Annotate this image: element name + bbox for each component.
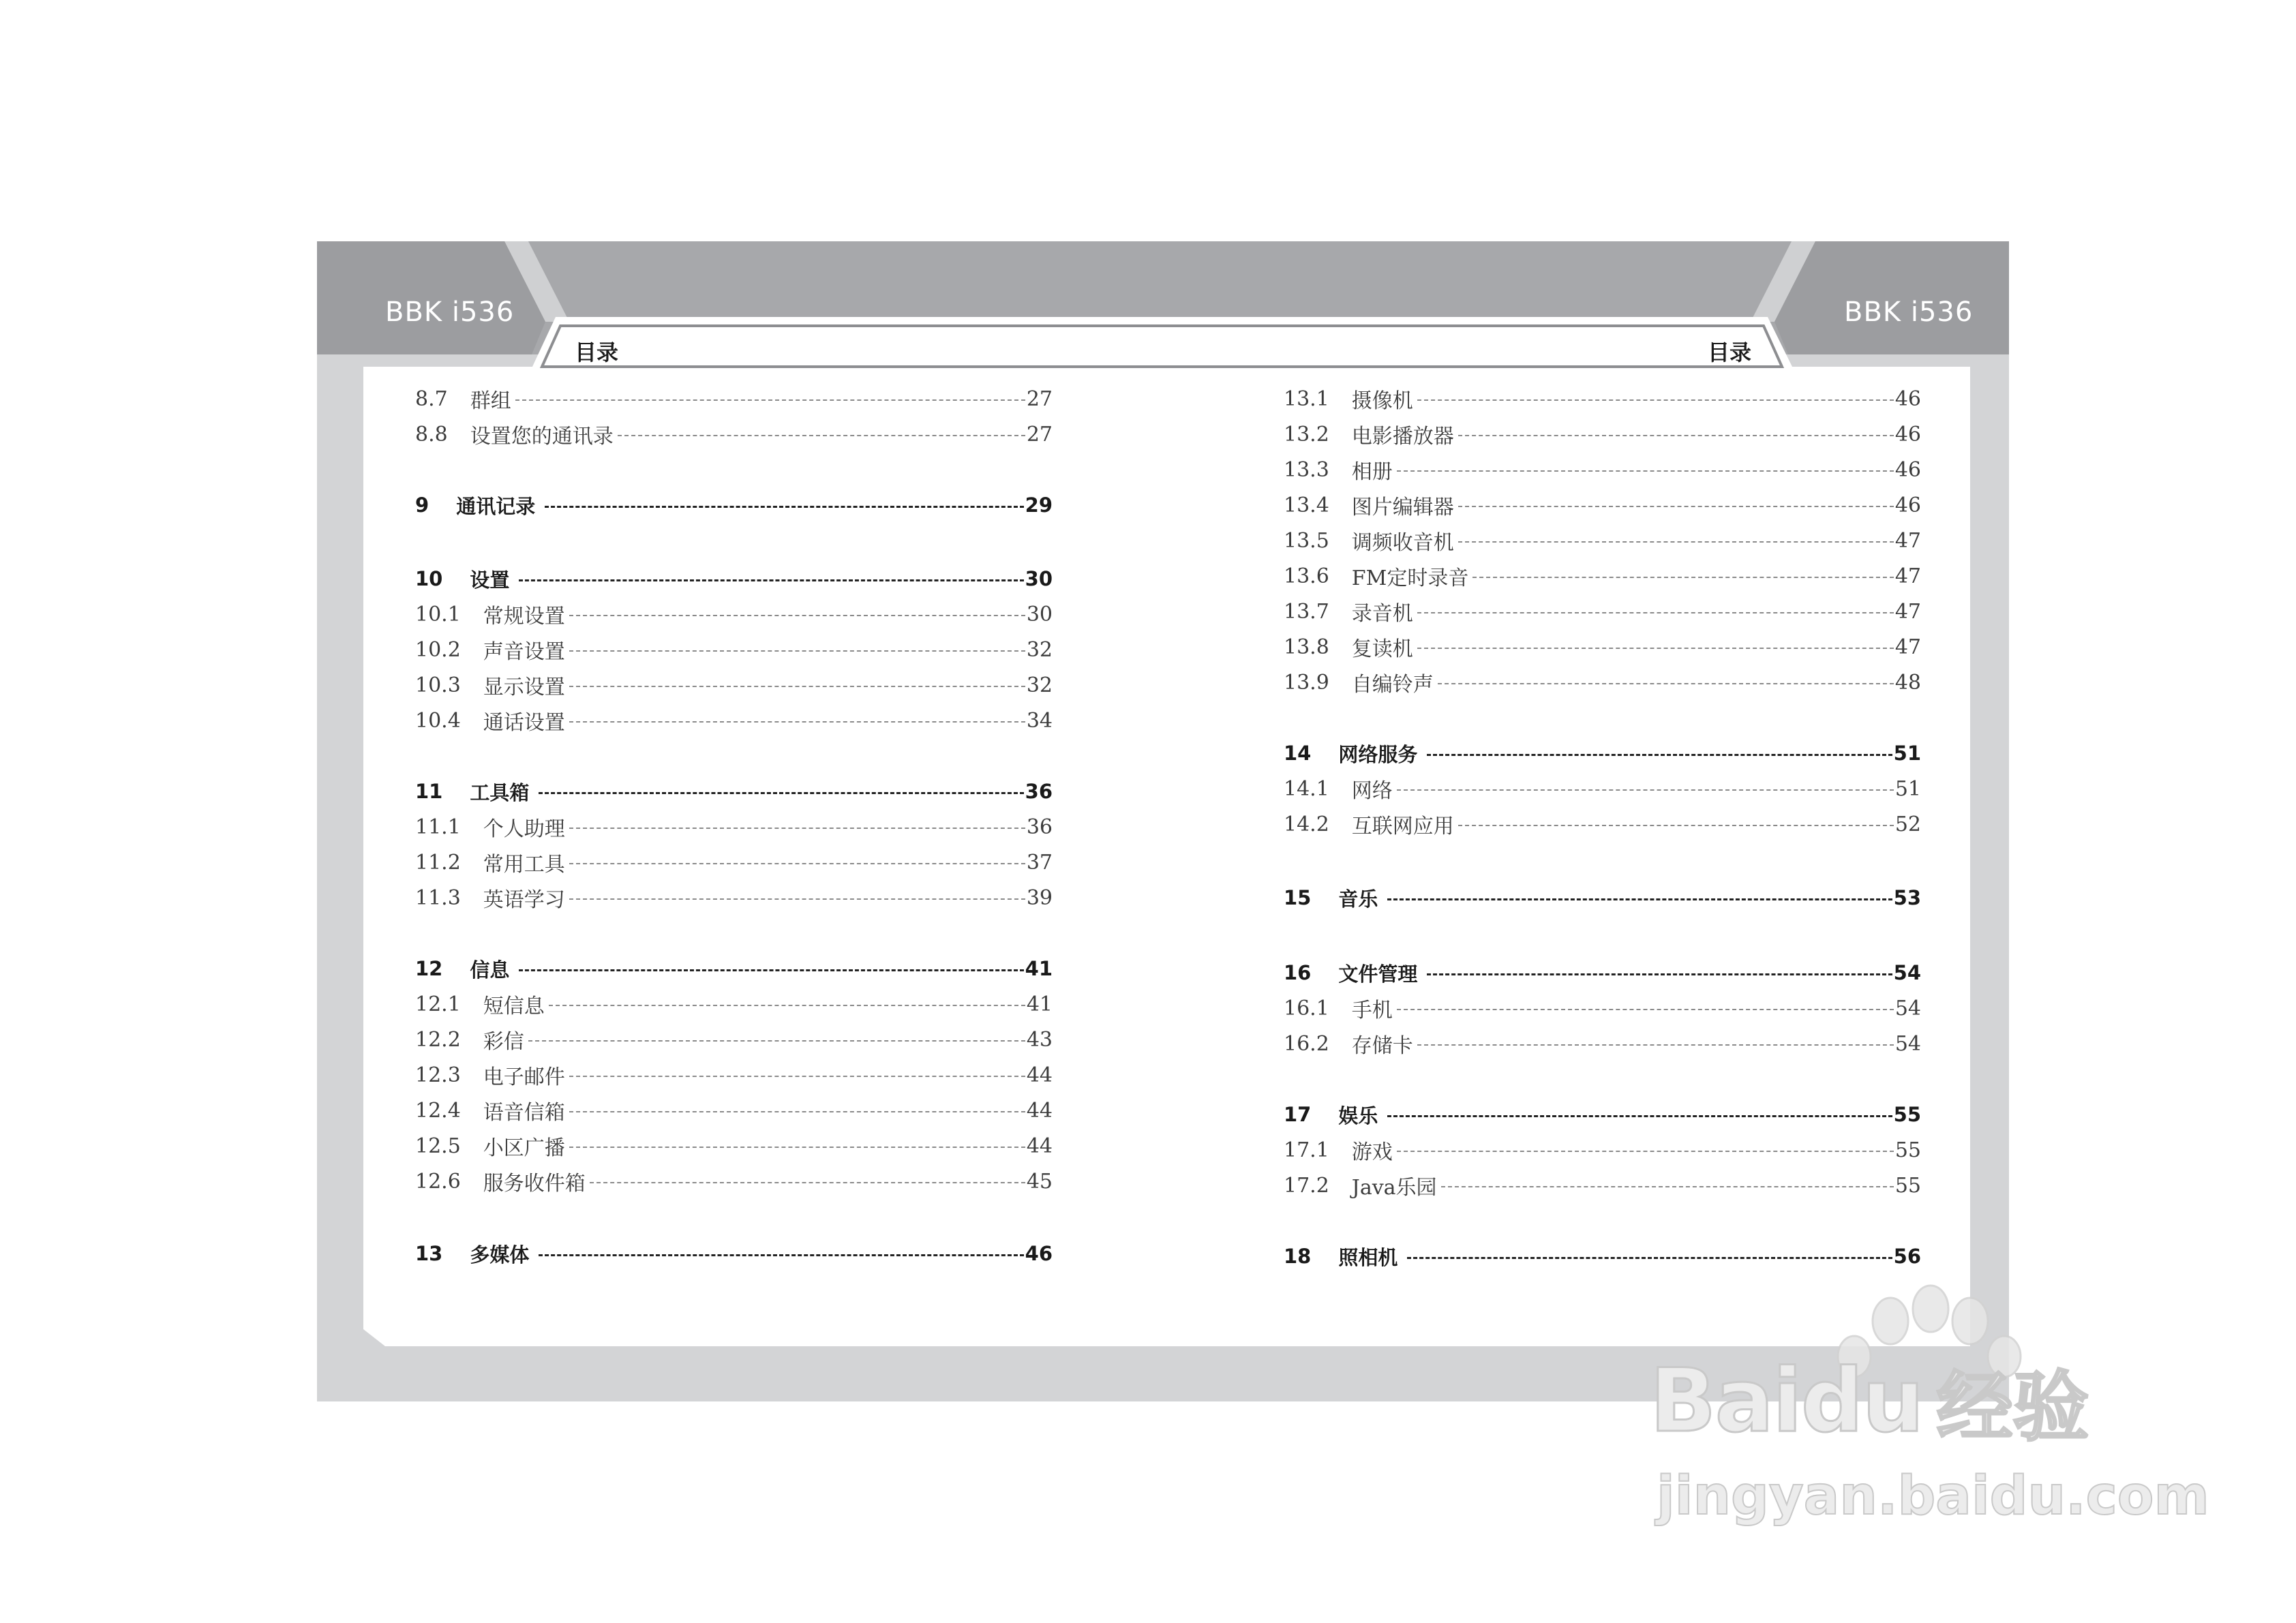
toc-leader [539, 1254, 1023, 1256]
toc-page-number: 46 [1894, 457, 1921, 482]
toc-number: 14.1 [1284, 776, 1329, 801]
toc-number: 13.2 [1284, 422, 1329, 446]
toc-title: 设置 [470, 568, 510, 592]
toc-number: 11 [415, 780, 443, 803]
toc-leader [590, 1182, 1025, 1183]
toc-leader [1472, 577, 1893, 578]
toc-chapter-entry[interactable] [1284, 956, 1921, 990]
toc-number: 16.2 [1284, 1031, 1329, 1056]
toc-number: 13.5 [1284, 528, 1329, 553]
toc-entry[interactable] [1284, 630, 1921, 664]
toc-page-number: 36 [1026, 815, 1053, 839]
page-title-right: 目录 [1708, 339, 1752, 365]
toc-number: 17.2 [1284, 1173, 1329, 1198]
toc-entry[interactable] [1284, 559, 1921, 593]
toc-leader [569, 721, 1025, 723]
toc-leader [1387, 898, 1892, 900]
toc-leader [1397, 789, 1894, 791]
toc-number: 14 [1284, 742, 1312, 765]
toc-title: 工具箱 [470, 780, 530, 804]
toc-title: 服务收件箱 [483, 1172, 586, 1196]
toc-leader [618, 435, 1025, 436]
toc-leader [569, 686, 1025, 687]
toc-title: 存储卡 [1351, 1034, 1413, 1058]
toc-entry[interactable] [415, 881, 1053, 915]
toc-leader [1417, 612, 1894, 613]
toc-number: 10.1 [415, 602, 461, 626]
toc-page-number: 43 [1026, 1027, 1053, 1052]
toc-title: 通话设置 [483, 711, 565, 735]
toc-leader [528, 1040, 1025, 1042]
toc-number: 16 [1284, 961, 1312, 984]
toc-number: 12.1 [415, 992, 461, 1016]
toc-title: 摄像机 [1351, 389, 1413, 413]
toc-page-number: 32 [1026, 637, 1053, 662]
toc-chapter-entry[interactable] [1284, 1239, 1921, 1273]
toc-title: 语音信箱 [483, 1101, 565, 1125]
toc-entry[interactable] [415, 703, 1053, 738]
toc-leader [1387, 1115, 1892, 1117]
toc-number: 13.7 [1284, 599, 1329, 624]
toc-entry[interactable] [1284, 1133, 1921, 1167]
toc-entry[interactable] [415, 845, 1053, 879]
toc-page-number: 27 [1026, 386, 1053, 411]
toc-page-number: 47 [1894, 599, 1921, 624]
toc-number: 11.3 [415, 885, 461, 910]
toc-entry[interactable] [1284, 417, 1921, 451]
toc-title: 电子邮件 [483, 1065, 565, 1089]
toc-leader [1417, 1044, 1894, 1046]
toc-chapter-entry[interactable] [415, 952, 1053, 986]
watermark-brand-row [1650, 1350, 2089, 1452]
toc-page-number: 54 [1893, 961, 1921, 984]
toc-page-number: 44 [1026, 1134, 1053, 1158]
toc-entry[interactable] [1284, 488, 1921, 522]
toc-number: 17 [1284, 1103, 1312, 1126]
toc-page-number: 54 [1894, 1031, 1921, 1056]
toc-title: 电影播放器 [1351, 425, 1454, 449]
watermark-brand: Baidu [1650, 1350, 1923, 1452]
toc-number: 18 [1284, 1245, 1312, 1268]
toc-entry[interactable] [1284, 594, 1921, 628]
toc-page-number: 30 [1025, 567, 1053, 590]
toc-number: 10.4 [415, 708, 461, 733]
toc-title: 娱乐 [1338, 1104, 1378, 1127]
toc-leader [1427, 973, 1892, 975]
toc-page-number: 44 [1026, 1063, 1053, 1087]
toc-page-number: 27 [1026, 422, 1053, 446]
toc-title: 录音机 [1351, 602, 1413, 626]
toc-number: 15 [1284, 886, 1312, 909]
brand-right: BBK i536 [1844, 297, 1974, 328]
toc-page-number: 41 [1026, 992, 1053, 1016]
toc-leader [569, 898, 1025, 900]
toc-leader [569, 615, 1025, 616]
toc-entry[interactable] [1284, 1027, 1921, 1061]
toc-title: 英语学习 [483, 888, 565, 912]
toc-title: 信息 [470, 958, 510, 982]
toc-title: 相册 [1351, 460, 1393, 484]
toc-title: FM定时录音 [1351, 566, 1469, 590]
toc-title: 互联网应用 [1351, 815, 1454, 838]
toc-entry[interactable] [415, 810, 1053, 844]
toc-leader [519, 969, 1023, 971]
toc-page-number: 44 [1026, 1098, 1053, 1123]
toc-number: 13.4 [1284, 493, 1329, 517]
toc-entry[interactable] [415, 417, 1053, 451]
toc-number: 8.8 [415, 422, 448, 446]
toc-page-number: 41 [1025, 957, 1053, 980]
toc-title: 短信息 [483, 995, 545, 1018]
toc-chapter-entry[interactable] [1284, 1097, 1921, 1132]
page-title-left: 目录 [575, 339, 619, 365]
toc-page-number: 48 [1894, 670, 1921, 695]
toc-number: 12.2 [415, 1027, 461, 1052]
toc-page-number: 47 [1894, 564, 1921, 588]
toc-leader [1427, 754, 1892, 756]
toc-leader [1438, 683, 1894, 684]
toc-number: 9 [415, 494, 429, 517]
toc-leader [1458, 506, 1894, 507]
toc-page-number: 51 [1894, 776, 1921, 801]
toc-page-number: 34 [1026, 708, 1053, 733]
toc-entry[interactable] [1284, 453, 1921, 487]
toc-page-number: 51 [1893, 742, 1921, 765]
toc-leader [1397, 1151, 1894, 1152]
toc-leader [569, 863, 1025, 864]
toc-page-number: 46 [1894, 493, 1921, 517]
toc-number: 13 [415, 1242, 443, 1265]
toc-title: 常用工具 [483, 853, 565, 877]
toc-number: 13.9 [1284, 670, 1329, 695]
toc-title: 小区广播 [483, 1136, 565, 1160]
toc-entry[interactable] [1284, 382, 1921, 416]
toc-entry[interactable] [415, 1058, 1053, 1092]
toc-entry[interactable] [415, 668, 1053, 702]
toc-title: 调频收音机 [1351, 531, 1454, 555]
toc-number: 8.7 [415, 386, 448, 411]
toc-title: 个人助理 [483, 817, 565, 841]
toc-page-number: 47 [1894, 635, 1921, 659]
toc-entry[interactable] [1284, 524, 1921, 558]
toc-entry[interactable] [415, 1129, 1053, 1163]
toc-title: 声音设置 [483, 640, 565, 664]
toc-number: 11.1 [415, 815, 461, 839]
toc-page-number: 32 [1026, 673, 1053, 697]
toc-entry[interactable] [1284, 665, 1921, 699]
toc-entry[interactable] [415, 633, 1053, 667]
toc-leader [1397, 470, 1894, 472]
toc-number: 12 [415, 957, 443, 980]
toc-number: 12.3 [415, 1063, 461, 1087]
toc-title: 文件管理 [1338, 962, 1418, 986]
toc-page-number: 46 [1894, 422, 1921, 446]
toc-entry[interactable] [1284, 991, 1921, 1025]
toc-page-number: 54 [1894, 996, 1921, 1020]
baidu-watermark [1650, 1281, 2209, 1541]
toc-number: 10.2 [415, 637, 461, 662]
toc-number: 12.4 [415, 1098, 461, 1123]
toc-chapter-entry[interactable] [415, 488, 1053, 522]
toc-entry[interactable] [415, 597, 1053, 631]
toc-number: 14.2 [1284, 812, 1329, 836]
toc-number: 10.3 [415, 673, 461, 697]
toc-leader [549, 1005, 1025, 1006]
toc-title: 通讯记录 [456, 494, 536, 518]
toc-leader [1441, 1186, 1894, 1187]
toc-number: 13.6 [1284, 564, 1329, 588]
toc-number: 12.5 [415, 1134, 461, 1158]
toc-title: 彩信 [483, 1030, 524, 1054]
toc-leader [519, 579, 1023, 581]
toc-page-number: 36 [1025, 780, 1053, 803]
toc-leader [539, 792, 1023, 794]
watermark-suffix: 经验 [1936, 1363, 2089, 1452]
toc-leader [1407, 1257, 1892, 1259]
toc-title: 音乐 [1338, 887, 1378, 911]
toc-leader [1458, 435, 1894, 436]
toc-page-number: 56 [1893, 1245, 1921, 1268]
toc-chapter-entry[interactable] [415, 1237, 1053, 1271]
toc-entry[interactable] [415, 1093, 1053, 1127]
toc-page-number: 45 [1026, 1169, 1053, 1194]
toc-number: 17.1 [1284, 1138, 1329, 1162]
toc-entry[interactable] [415, 987, 1053, 1021]
toc-title: 常规设置 [483, 605, 565, 628]
toc-number: 13.3 [1284, 457, 1329, 482]
toc-title: Java乐园 [1351, 1176, 1437, 1200]
toc-page-number: 52 [1894, 812, 1921, 836]
toc-page-number: 30 [1026, 602, 1053, 626]
toc-number: 13.8 [1284, 635, 1329, 659]
toc-title: 多媒体 [470, 1243, 530, 1266]
toc-leader [569, 828, 1025, 829]
toc-leader [1458, 825, 1894, 826]
toc-chapter-entry[interactable] [415, 774, 1053, 808]
toc-title: 复读机 [1351, 637, 1413, 661]
toc-entry[interactable] [1284, 772, 1921, 806]
toc-title: 网络服务 [1338, 742, 1418, 766]
toc-title: 照相机 [1338, 1245, 1398, 1269]
toc-number: 12.6 [415, 1169, 461, 1194]
toc-number: 11.2 [415, 850, 461, 875]
toc-leader [1458, 541, 1894, 543]
toc-page-number: 39 [1026, 885, 1053, 910]
toc-chapter-entry[interactable] [1284, 736, 1921, 770]
toc-page-number: 55 [1894, 1173, 1921, 1198]
toc-page-number: 37 [1026, 850, 1053, 875]
toc-page-number: 47 [1894, 528, 1921, 553]
toc-title: 设置您的通讯录 [470, 425, 614, 449]
toc-title: 群组 [470, 389, 511, 413]
toc-page-number: 55 [1893, 1103, 1921, 1126]
toc-title: 图片编辑器 [1351, 496, 1454, 519]
toc-entry[interactable] [1284, 1168, 1921, 1202]
toc-entry[interactable] [415, 1164, 1053, 1198]
toc-number: 16.1 [1284, 996, 1329, 1020]
toc-leader [1417, 648, 1894, 649]
toc-leader [1417, 399, 1894, 401]
toc-number: 13.1 [1284, 386, 1329, 411]
toc-leader [545, 506, 1023, 508]
toc-leader [569, 1147, 1025, 1148]
watermark-url: jingyan.baidu.com [1657, 1466, 2209, 1527]
toc-page-number: 55 [1894, 1138, 1921, 1162]
toc-chapter-entry[interactable] [415, 562, 1053, 596]
brand-left: BBK i536 [385, 297, 515, 328]
toc-title: 自编铃声 [1351, 673, 1434, 697]
toc-number: 10 [415, 567, 443, 590]
toc-entry[interactable] [415, 382, 1053, 416]
toc-entry[interactable] [1284, 807, 1921, 841]
toc-leader [1397, 1009, 1894, 1010]
toc-title: 游戏 [1351, 1140, 1393, 1164]
toc-title: 显示设置 [483, 676, 565, 699]
toc-leader [569, 1076, 1025, 1077]
toc-page-number: 46 [1894, 386, 1921, 411]
toc-leader [569, 1111, 1025, 1112]
toc-leader [569, 650, 1025, 652]
toc-title: 网络 [1351, 779, 1393, 803]
toc-page-number: 46 [1025, 1242, 1053, 1265]
toc-page-number: 29 [1025, 494, 1053, 517]
toc-title: 手机 [1351, 999, 1393, 1022]
toc-entry[interactable] [415, 1022, 1053, 1057]
toc-leader [515, 399, 1025, 401]
toc-chapter-entry[interactable] [1284, 881, 1921, 915]
toc-page-number: 53 [1893, 886, 1921, 909]
